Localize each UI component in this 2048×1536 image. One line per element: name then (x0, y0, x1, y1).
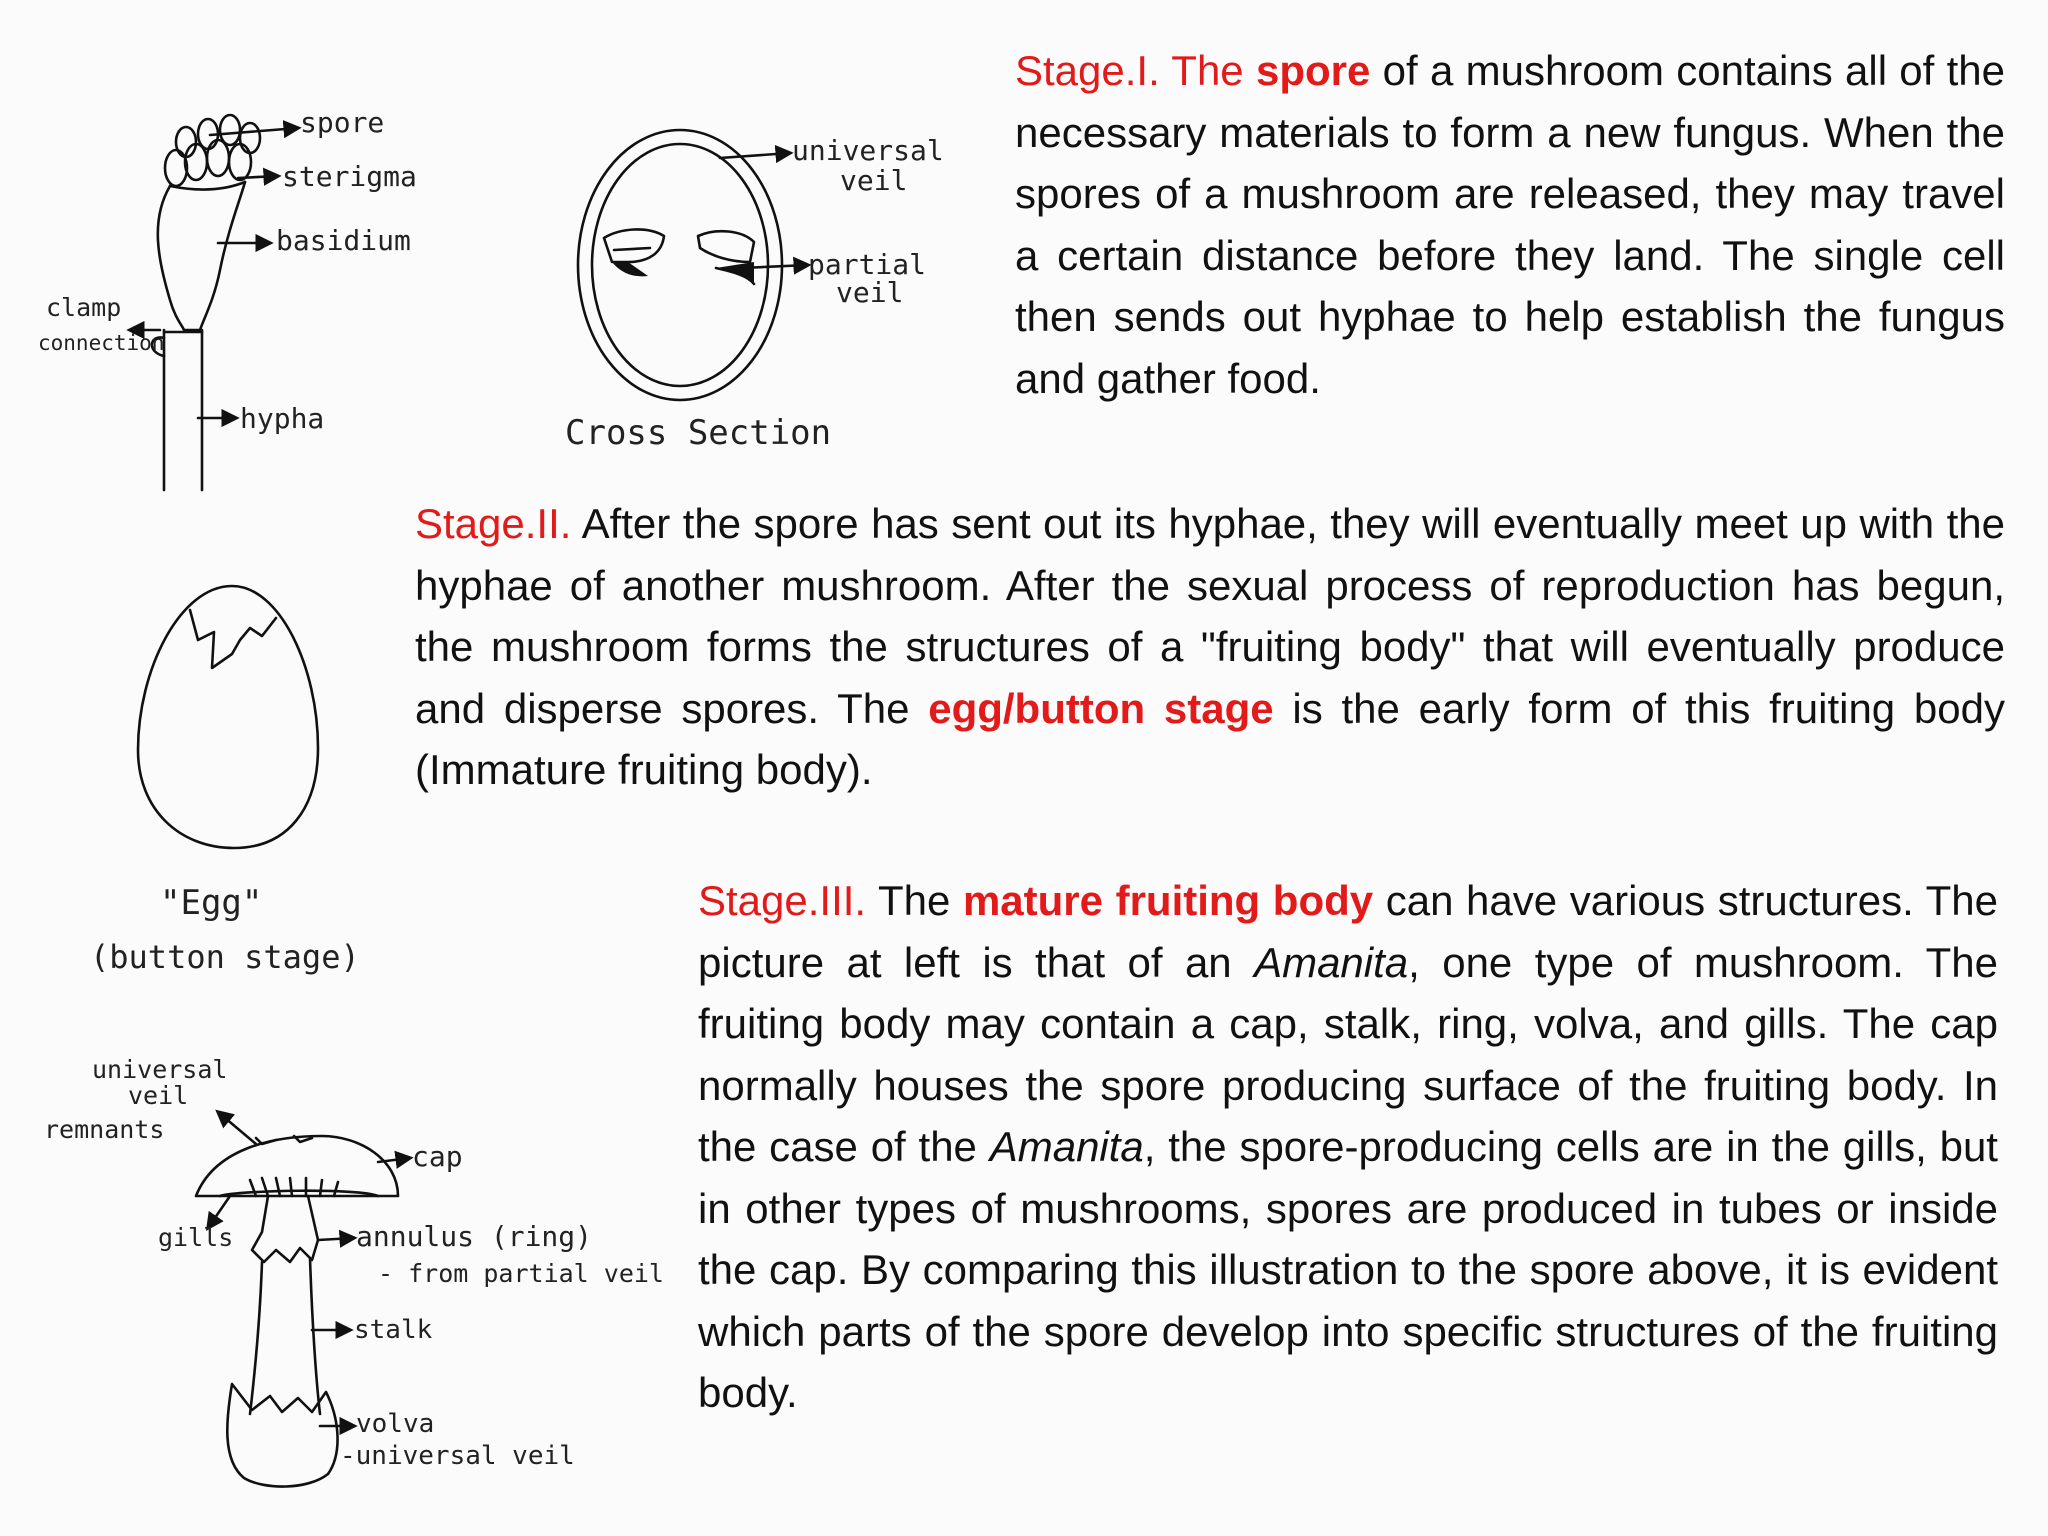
right-gill (698, 231, 754, 262)
stage-2-term: egg/button stage (928, 684, 1274, 732)
egg-label: "Egg" (160, 883, 263, 923)
spore-cluster (165, 115, 260, 186)
cross-section-diagram (565, 130, 944, 453)
volva (227, 1384, 337, 1487)
label-partial: partial (808, 248, 927, 281)
annulus (252, 1196, 318, 1262)
label-annulus-source: - from partial veil (378, 1259, 664, 1288)
stage-2-prefix: Stage.II. (415, 500, 572, 547)
egg-cap-line (190, 610, 276, 668)
stalk (250, 1258, 320, 1414)
label-universal-veil: veil (840, 164, 908, 197)
label-remnants-veil: veil (128, 1081, 189, 1110)
stage-2-text-after: is the early form of this fruiting body (Immature fruiting body). (415, 684, 2005, 793)
label-partial-veil: veil (836, 276, 904, 309)
hypha-stem (164, 330, 202, 490)
label-sterigma: sterigma (282, 160, 417, 193)
stage-1-prefix: Stage.I. The (1015, 47, 1256, 94)
label-cap: cap (412, 1140, 463, 1173)
label-volva: volva (356, 1409, 435, 1439)
label-stalk: stalk (354, 1315, 433, 1345)
label-gills: gills (158, 1223, 234, 1252)
stage-1-text: of a mushroom contains all of the necessary materials to form a new fungus. When the spores of a mushroom are released, they may travel a certain distance before they land. The single cell then sends out hyphae to help establish the fungus and gather food. (1015, 47, 2006, 402)
stage-3-text-a: The (866, 877, 963, 924)
stage-3-text-b: can have various structures. The picture at left is that of an (698, 877, 1998, 986)
label-remnants-universal: universal (92, 1055, 228, 1084)
gill-lines (250, 1178, 338, 1196)
label-annulus: annulus (ring) (356, 1220, 593, 1253)
mushroom-diagram (44, 1055, 664, 1487)
egg-outline (138, 586, 318, 848)
egg-diagram (90, 586, 360, 976)
left-gill (604, 229, 664, 262)
stage-2-text: After the spore has sent out its hyphae, they will eventually meet up with the hyphae of another mushroom. After the sexual process of reproduction has begun, the mushroom forms the structures of a "fruiting body" that will eventually produce and disperse spores. The (415, 500, 2005, 732)
label-volva-source: -universal veil (340, 1441, 575, 1471)
stage-3-prefix: Stage.III. (698, 877, 867, 924)
stage-3-term: mature fruiting body (962, 877, 1374, 924)
stage-3-italic-2: Amanita (989, 1123, 1144, 1170)
label-connection: connection (38, 331, 165, 355)
egg-sublabel: (button stage) (90, 938, 360, 976)
label-spore: spore (300, 106, 385, 139)
stage-1-term: spore (1255, 47, 1371, 94)
label-basidium: basidium (276, 224, 411, 257)
stage-3-italic-1: Amanita (1254, 938, 1409, 986)
mushroom-cap (196, 1136, 398, 1196)
basidium-diagram (38, 106, 417, 490)
stage-3-text-d: , the spore-producing cells are in the gills, but in other types of mushrooms, spores are produced in tubes or inside the cap. By comparing this illustration to the spore above, it is evident which parts of the spore develop into specific structures of the fruiting body. (698, 1123, 1998, 1416)
label-hypha: hypha (240, 402, 325, 435)
label-clamp: clamp (46, 293, 122, 322)
label-remnants: remnants (44, 1115, 165, 1144)
basidium-cell (158, 182, 245, 330)
cross-section-caption: Cross Section (565, 413, 832, 453)
stage-3-text-c: , one type of mushroom. The fruiting body may contain a cap, stalk, ring, volva, and gills. The cap normally houses the spore producing surface of the fruiting body. In the case of the (698, 938, 1998, 1170)
label-universal: universal (792, 134, 944, 167)
